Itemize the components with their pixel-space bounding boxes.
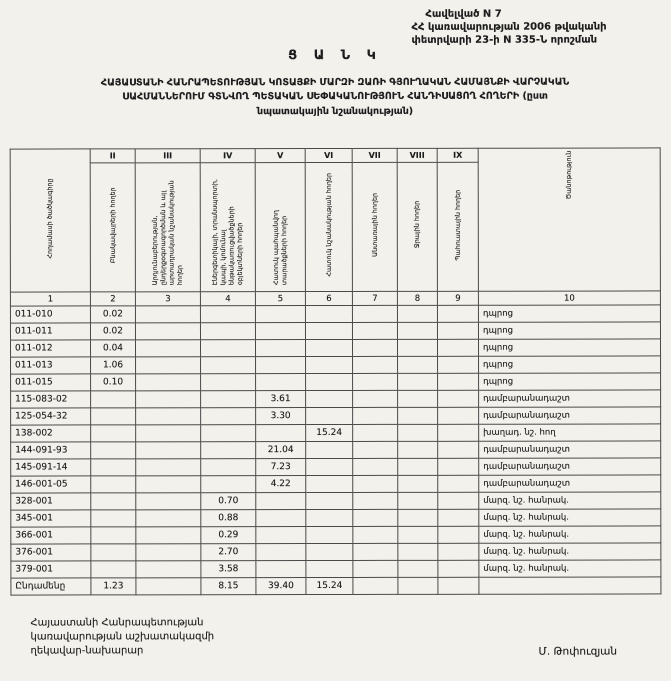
area-value-cell xyxy=(353,492,398,509)
area-value-cell xyxy=(306,475,353,492)
parcel-code-cell: 011-012 xyxy=(10,340,90,357)
table-row xyxy=(11,560,661,578)
area-value-cell: 1.23 xyxy=(91,578,136,595)
area-value-cell xyxy=(438,356,479,373)
appendix-line: ՀՀ կառավարության 2006 թվականի xyxy=(411,21,607,33)
parcel-code-cell: 144-091-93 xyxy=(11,442,91,459)
area-value-cell xyxy=(353,560,398,577)
area-value-cell xyxy=(136,459,201,476)
parcel-code-cell: 366-001 xyxy=(11,527,91,544)
area-value-cell xyxy=(438,441,479,458)
rotated-header-text: Ծանոթություն xyxy=(564,150,574,200)
area-value-cell xyxy=(305,322,352,339)
roman-numeral-II: II xyxy=(90,149,135,163)
area-value-cell xyxy=(306,543,353,560)
area-value-cell xyxy=(398,492,438,509)
table-row xyxy=(10,322,660,340)
area-value-cell xyxy=(306,407,353,424)
note-cell: դամբարանադաշտ xyxy=(479,475,661,492)
column-number: 4 xyxy=(200,292,255,306)
area-value-cell xyxy=(200,306,255,323)
area-value-cell xyxy=(353,373,398,390)
column-number: 2 xyxy=(90,292,135,306)
area-value-cell xyxy=(353,509,398,526)
area-value-cell: 0.04 xyxy=(90,340,135,357)
note-cell: մարզ. նշ. հանրակ. xyxy=(479,492,661,509)
area-value-cell xyxy=(437,339,478,356)
area-value-cell xyxy=(305,305,352,322)
area-value-cell xyxy=(201,442,256,459)
area-value-cell xyxy=(398,390,438,407)
area-value-cell xyxy=(398,458,438,475)
area-value-cell xyxy=(353,458,398,475)
signatory-title-line: ղեկավար-նախարար xyxy=(30,645,144,657)
area-value-cell xyxy=(91,561,136,578)
note-cell: դամբարանադաշտ xyxy=(479,390,661,407)
parcel-code-cell: 138-002 xyxy=(11,425,91,442)
rotated-header-text: Հատուկ նշանակության հողեր xyxy=(324,173,333,277)
table-row xyxy=(11,509,661,527)
area-value-cell xyxy=(438,560,479,577)
area-value-cell: 0.10 xyxy=(91,374,136,391)
area-value-cell xyxy=(201,391,256,408)
area-value-cell xyxy=(136,391,201,408)
roman-numeral-VII: VII xyxy=(352,148,397,162)
area-value-cell xyxy=(398,356,438,373)
parcel-code-cell: 011-013 xyxy=(11,357,91,374)
header-residential-lands xyxy=(90,163,135,292)
appendix-line: Հավելված N 7 xyxy=(425,8,502,20)
note-cell: դպրոց xyxy=(479,356,661,373)
area-value-cell xyxy=(136,476,201,493)
header-special-purpose-lands xyxy=(305,162,352,291)
note-cell: դամբարանադաշտ xyxy=(479,441,661,458)
area-value-cell xyxy=(200,323,255,340)
area-value-cell xyxy=(91,391,136,408)
total-label-cell: Ընդամենը xyxy=(11,578,91,595)
column-number: 3 xyxy=(135,292,200,306)
area-value-cell xyxy=(306,441,353,458)
area-value-cell xyxy=(256,374,306,391)
area-value-cell: 8.15 xyxy=(201,578,256,595)
area-value-cell xyxy=(91,425,136,442)
area-value-cell xyxy=(136,578,201,595)
parcel-code-cell: 146-001-05 xyxy=(11,476,91,493)
area-value-cell xyxy=(256,493,306,510)
area-value-cell xyxy=(352,339,397,356)
area-value-cell xyxy=(136,442,201,459)
area-value-cell xyxy=(438,458,479,475)
area-value-cell xyxy=(201,476,256,493)
area-value-cell: 15.24 xyxy=(306,424,353,441)
note-cell: մարզ. նշ. հանրակ. xyxy=(479,560,661,577)
area-value-cell xyxy=(353,441,398,458)
rotated-header-text: Պահուստային հողեր xyxy=(453,189,462,261)
area-value-cell xyxy=(306,509,353,526)
area-value-cell xyxy=(91,493,136,510)
table-row xyxy=(11,390,661,408)
area-value-cell xyxy=(91,442,136,459)
area-value-cell xyxy=(397,339,437,356)
area-value-cell xyxy=(438,509,479,526)
table-row xyxy=(11,543,661,561)
area-value-cell xyxy=(353,390,398,407)
rotated-header-text: Ջրային հողեր xyxy=(413,201,422,249)
area-value-cell xyxy=(136,527,201,544)
area-value-cell xyxy=(353,543,398,560)
header-protected-lands xyxy=(255,163,305,292)
area-value-cell xyxy=(438,424,479,441)
area-value-cell xyxy=(437,322,478,339)
parcel-code-cell: 376-001 xyxy=(11,544,91,561)
area-value-cell xyxy=(91,544,136,561)
parcel-code-cell: 011-015 xyxy=(11,374,91,391)
table-row xyxy=(11,458,661,476)
area-value-cell xyxy=(398,577,438,594)
area-value-cell xyxy=(256,425,306,442)
note-cell: մարզ. նշ. հանրակ. xyxy=(479,509,661,526)
note-cell: դամբարանադաշտ xyxy=(479,458,661,475)
area-value-cell xyxy=(255,323,305,340)
note-cell: խաղադ. նշ. հող xyxy=(479,424,661,441)
area-value-cell xyxy=(398,560,438,577)
header-reserve-lands xyxy=(437,162,478,291)
area-value-cell xyxy=(136,357,201,374)
area-value-cell: 2.70 xyxy=(201,544,256,561)
area-value-cell xyxy=(398,543,438,560)
column-number: 1 xyxy=(10,292,90,306)
area-value-cell xyxy=(438,526,479,543)
area-value-cell xyxy=(353,526,398,543)
area-value-cell xyxy=(256,510,306,527)
area-value-cell xyxy=(136,425,201,442)
table-row xyxy=(11,441,661,459)
area-value-cell xyxy=(398,373,438,390)
area-value-cell xyxy=(305,339,352,356)
parcel-code-cell: 328-001 xyxy=(11,493,91,510)
area-value-cell xyxy=(306,560,353,577)
column-number: 10 xyxy=(478,291,660,305)
rotated-header-text: Բնակավայրերի հողեր xyxy=(108,187,117,264)
parcel-code-cell: 115-083-02 xyxy=(11,391,91,408)
note-cell: դպրոց xyxy=(478,339,660,356)
area-value-cell xyxy=(438,475,479,492)
header-forest-lands xyxy=(352,162,397,291)
area-value-cell xyxy=(201,408,256,425)
area-value-cell xyxy=(398,475,438,492)
roman-numeral-V: V xyxy=(255,149,305,163)
area-value-cell xyxy=(91,476,136,493)
header-industrial-lands xyxy=(135,163,200,292)
area-value-cell xyxy=(438,407,479,424)
column-number: 5 xyxy=(255,292,305,306)
area-value-cell xyxy=(306,390,353,407)
area-value-cell: 0.70 xyxy=(201,493,256,510)
signatory-title-line: Հայաստանի Հանրապետության xyxy=(30,617,204,629)
roman-numeral-III: III xyxy=(135,149,200,163)
roman-numeral-VIII: VIII xyxy=(397,148,437,162)
area-value-cell xyxy=(352,322,397,339)
header-water-lands xyxy=(397,162,437,291)
parcel-code-cell: 011-010 xyxy=(10,306,90,323)
signatory-title-block xyxy=(30,616,214,658)
area-value-cell xyxy=(398,526,438,543)
table-row xyxy=(11,424,661,442)
area-value-cell xyxy=(438,543,479,560)
area-value-cell: 0.02 xyxy=(90,323,135,340)
area-value-cell xyxy=(256,561,306,578)
area-value-cell xyxy=(438,492,479,509)
area-value-cell xyxy=(398,424,438,441)
area-value-cell xyxy=(397,305,437,322)
parcel-code-cell: 011-011 xyxy=(10,323,90,340)
note-cell: մարզ. նշ. հանրակ. xyxy=(479,543,661,560)
note-cell: դամբարանադաշտ xyxy=(479,407,661,424)
area-value-cell xyxy=(91,408,136,425)
subtitle-line: նպատակային նշանակության) xyxy=(257,105,414,117)
area-value-cell: 3.30 xyxy=(256,408,306,425)
area-value-cell xyxy=(91,510,136,527)
area-value-cell: 1.06 xyxy=(91,357,136,374)
area-value-cell xyxy=(201,459,256,476)
rotated-header-text: Արդյունաբերության, ընդերքօգտագործման և այլ արտադրական նշանակության հողեր xyxy=(151,180,185,286)
area-value-cell xyxy=(91,527,136,544)
area-value-cell xyxy=(398,441,438,458)
area-value-cell xyxy=(438,577,479,594)
area-value-cell xyxy=(200,340,255,357)
area-value-cell xyxy=(256,527,306,544)
area-value-cell: 4.22 xyxy=(256,476,306,493)
area-value-cell xyxy=(353,424,398,441)
total-row xyxy=(11,577,661,595)
note-cell: դպրոց xyxy=(478,322,660,339)
header-parcel-code xyxy=(10,149,90,292)
area-value-cell: 0.02 xyxy=(90,306,135,323)
appendix-reference xyxy=(411,7,657,46)
roman-numeral-IX: IX xyxy=(437,148,478,162)
parcel-code-cell: 125-054-32 xyxy=(11,408,91,425)
rotated-header-text: Էներգետիկայի, տրանսպորտի, կապի, կոմունալ ենթակառուցվածքների օբյեկտների հողեր xyxy=(211,179,245,286)
table-row xyxy=(11,373,661,391)
rotated-header-text: Հողամասի ծածկագիրը xyxy=(46,178,55,259)
table-row xyxy=(11,407,661,425)
area-value-cell xyxy=(136,493,201,510)
header-infrastructure-lands xyxy=(200,163,255,292)
parcel-code-cell: 345-001 xyxy=(11,510,91,527)
table-row xyxy=(10,339,660,357)
table-row xyxy=(11,475,661,493)
area-value-cell: 0.29 xyxy=(201,527,256,544)
area-value-cell xyxy=(397,322,437,339)
roman-numeral-row xyxy=(10,148,660,163)
area-value-cell xyxy=(256,544,306,561)
area-value-cell xyxy=(135,306,200,323)
area-value-cell xyxy=(255,306,305,323)
area-value-cell xyxy=(398,509,438,526)
column-number: 7 xyxy=(352,291,397,305)
table-body xyxy=(10,305,661,595)
area-value-cell: 21.04 xyxy=(256,442,306,459)
area-value-cell xyxy=(136,510,201,527)
roman-numeral-VI: VI xyxy=(305,148,352,162)
table-row xyxy=(11,492,661,510)
column-number: 9 xyxy=(437,291,478,305)
area-value-cell xyxy=(437,305,478,322)
area-value-cell: 3.58 xyxy=(201,561,256,578)
note-cell: դպրոց xyxy=(478,305,660,322)
area-value-cell: 39.40 xyxy=(256,578,306,595)
area-value-cell xyxy=(353,577,398,594)
area-value-cell xyxy=(438,390,479,407)
note-cell: մարզ. նշ. հանրակ. xyxy=(479,526,661,543)
area-value-cell xyxy=(306,458,353,475)
subtitle-line: ՍԱՀՄԱՆՆԵՐՈՒՄ ԳՏՆՎՈՂ ՊԵՏԱԿԱՆ ՍԵՓԱԿԱՆՈՒԹՅՈՒՆ ՀԱՆԴԻՍԱՑՈՂ ՀՈՂԵՐԻ (ըստ xyxy=(122,90,548,103)
area-value-cell xyxy=(201,374,256,391)
roman-numeral-IV: IV xyxy=(200,149,255,163)
header-note xyxy=(478,148,660,291)
area-value-cell xyxy=(136,544,201,561)
area-value-cell: 0.88 xyxy=(201,510,256,527)
area-value-cell xyxy=(352,305,397,322)
appendix-line: փետրվարի 23-ի N 335-Ն որոշման xyxy=(411,34,598,46)
area-value-cell: 7.23 xyxy=(256,459,306,476)
area-value-cell xyxy=(136,561,201,578)
note-cell xyxy=(479,577,661,594)
area-value-cell xyxy=(353,475,398,492)
rotated-header-text: Հատուկ պահպանվող տարածքների հողեր xyxy=(271,210,289,286)
column-number: 6 xyxy=(305,291,352,305)
land-parcels-table xyxy=(10,147,662,595)
area-value-cell xyxy=(306,373,353,390)
area-value-cell xyxy=(353,407,398,424)
signatory-title-line: կառավարության աշխատակազմի xyxy=(30,631,215,643)
area-value-cell xyxy=(136,408,201,425)
area-value-cell xyxy=(306,492,353,509)
area-value-cell xyxy=(398,407,438,424)
page-title: Ց Ա Ն Կ xyxy=(288,47,382,64)
area-value-cell xyxy=(201,425,256,442)
area-value-cell xyxy=(353,356,398,373)
area-value-cell xyxy=(135,340,200,357)
area-value-cell xyxy=(306,526,353,543)
area-value-cell: 3.61 xyxy=(256,391,306,408)
document-subtitle xyxy=(0,75,671,119)
rotated-header-text: Անտառային հողեր xyxy=(370,192,379,257)
area-value-cell: 15.24 xyxy=(306,577,353,594)
area-value-cell xyxy=(255,340,305,357)
note-cell: դպրոց xyxy=(479,373,661,390)
parcel-code-cell: 145-091-14 xyxy=(11,459,91,476)
column-number: 8 xyxy=(397,291,437,305)
area-value-cell xyxy=(438,373,479,390)
area-value-cell xyxy=(135,323,200,340)
table-row xyxy=(11,356,661,374)
signature-name: Մ. Թոփուզյան xyxy=(538,645,618,658)
area-value-cell xyxy=(256,357,306,374)
area-value-cell xyxy=(201,357,256,374)
table-row xyxy=(11,526,661,544)
table-row xyxy=(10,305,660,323)
column-number-row xyxy=(10,291,660,306)
subtitle-line: ՀԱՅԱՍՏԱՆԻ ՀԱՆՐԱՊԵՏՈՒԹՅԱՆ ԿՈՏԱՅՔԻ ՄԱՐԶԻ ԶԱՌԻ ԳՅՈՒՂԱԿԱՆ ՀԱՄԱՅՆՔԻ ՎԱՐՉԱԿԱՆ xyxy=(100,76,570,89)
area-value-cell xyxy=(136,374,201,391)
parcel-code-cell: 379-001 xyxy=(11,561,91,578)
area-value-cell xyxy=(91,459,136,476)
area-value-cell xyxy=(306,356,353,373)
